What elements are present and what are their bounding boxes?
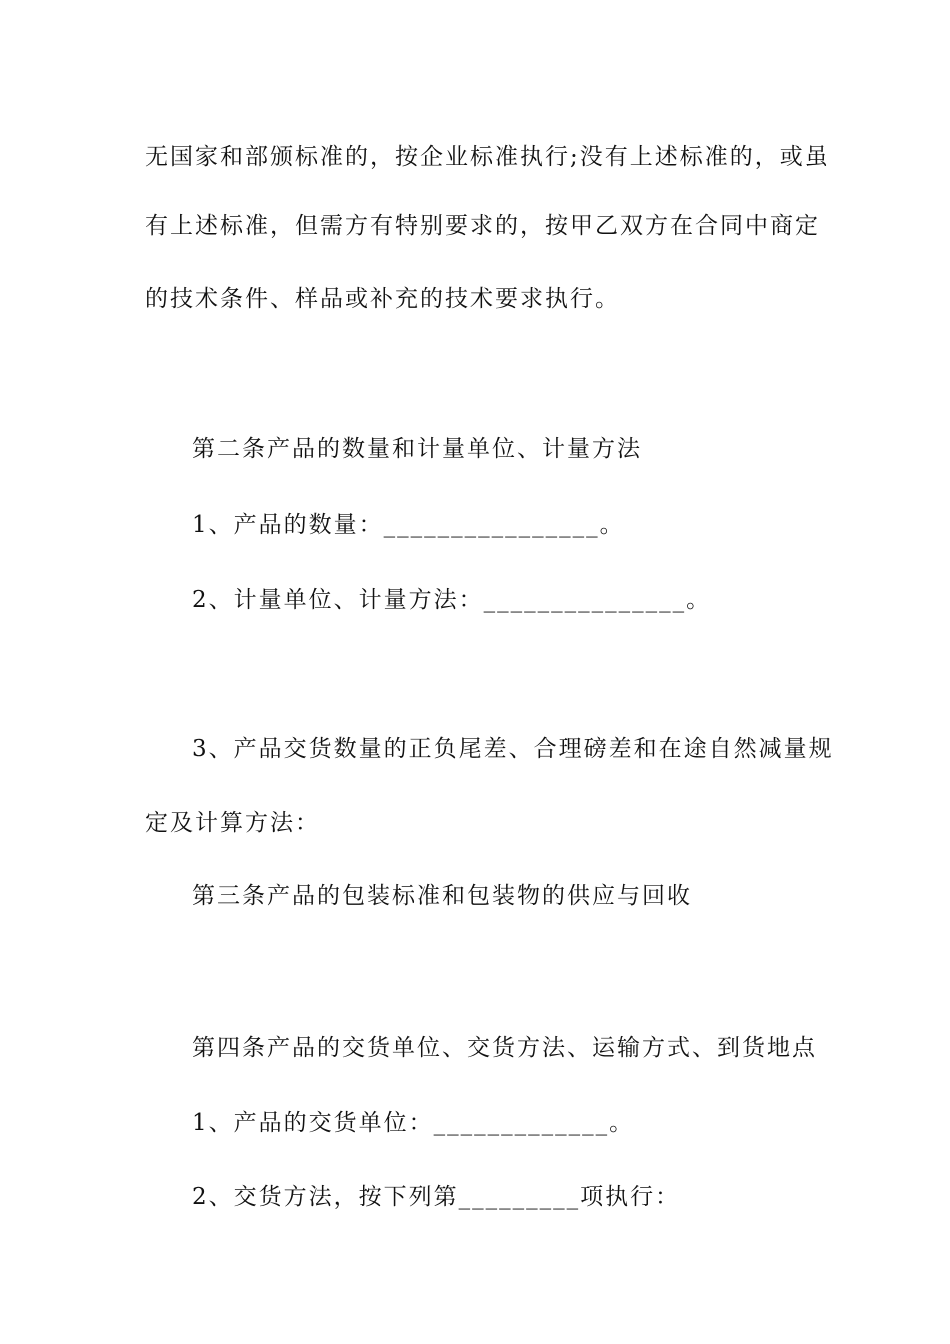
clause-item: 2、交货方法，按下列第_________项执行： <box>192 1184 681 1210</box>
clause-item: 1、产品的交货单位：_____________。 <box>192 1110 635 1136</box>
clause-item: 1、产品的数量：________________。 <box>192 512 625 538</box>
clause-item: 2、计量单位、计量方法：_______________。 <box>192 587 712 613</box>
paragraph-line: 无国家和部颁标准的，按企业标准执行;没有上述标准的，或虽 <box>145 144 830 170</box>
article-heading: 第二条产品的数量和计量单位、计量方法 <box>192 436 642 462</box>
article-heading: 第四条产品的交货单位、交货方法、运输方式、到货地点 <box>192 1035 817 1061</box>
clause-item-continued: 定及计算方法： <box>145 810 320 836</box>
article-heading: 第三条产品的包装标准和包装物的供应与回收 <box>192 883 692 909</box>
clause-item: 3、产品交货数量的正负尾差、合理磅差和在途自然减量规 <box>192 736 834 762</box>
paragraph-line: 有上述标准，但需方有特别要求的，按甲乙双方在合同中商定 <box>145 213 820 239</box>
paragraph-line: 的技术条件、样品或补充的技术要求执行。 <box>145 286 620 312</box>
